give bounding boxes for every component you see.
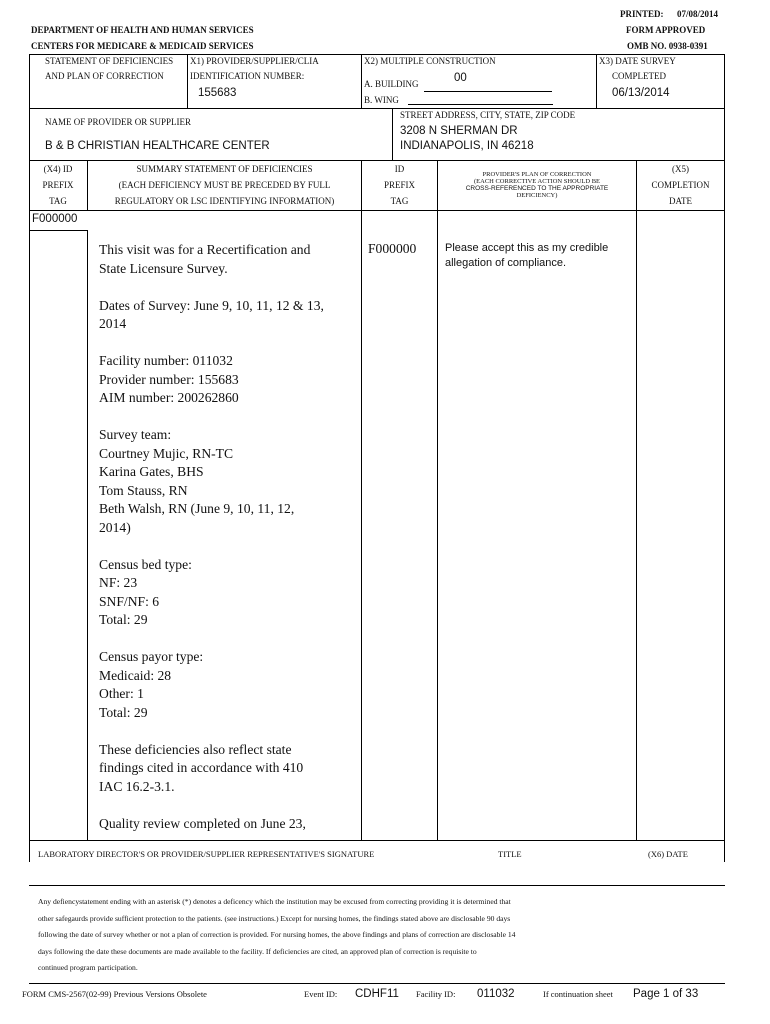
x5-label: (X5) (672, 164, 689, 174)
statement-label-2: AND PLAN OF CORRECTION (45, 71, 164, 81)
summary-header-3: REGULATORY OR LSC IDENTIFYING INFORMATION) (114, 196, 335, 206)
wing-label: B. WING (364, 95, 399, 105)
x5-completion-label: COMPLETION (651, 180, 710, 190)
disclaimer-line: days following the date these documents are made available to the facility. If deficiencies are cited, an approved plan of correction is requisite to (38, 946, 477, 956)
id-label: ID (394, 164, 405, 174)
provider-name: B & B CHRISTIAN HEALTHCARE CENTER (45, 140, 270, 152)
statement-label-1: STATEMENT OF DEFICIENCIES (45, 56, 174, 66)
disclaimer (38, 894, 718, 977)
title-label: TITLE (498, 849, 522, 859)
street-address: 3208 N SHERMAN DR (400, 125, 518, 137)
x2-label: X2) MULTIPLE CONSTRUCTION (364, 56, 496, 66)
summary-header-1: SUMMARY STATEMENT OF DEFICIENCIES (136, 164, 313, 174)
printed-label: PRINTED: (620, 9, 664, 19)
provider-name-label: NAME OF PROVIDER OR SUPPLIER (45, 117, 192, 127)
disclaimer-line: following the date of survey whether or not a plan of correction is provided. For nursing homes, the above findings and plans of correction are disclosable 14 (38, 930, 516, 939)
x6-date-label: (X6) DATE (648, 849, 688, 859)
summary-header-2: (EACH DEFICIENCY MUST BE PRECEDED BY FULL (118, 180, 331, 190)
x3-label: X3) DATE SURVEY (599, 56, 676, 66)
plan-of-correction: Please accept this as my credible allegation of compliance. (445, 242, 609, 269)
building-value: 00 (454, 72, 467, 84)
paragraph-dates: Dates of Survey: June 9, 10, 11, 12 & 13, 2014 (99, 297, 324, 331)
tag-right: F000000 (368, 241, 417, 256)
paragraph-bed-type: Census bed type: NF: 23 SNF/NF: 6 Total: 29 (99, 556, 192, 627)
x4-id-label: (X4) ID (43, 164, 73, 174)
summary-body (99, 241, 329, 852)
paragraph-team: Survey team: Courtney Mujic, RN-TC Karina Gates, BHS Tom Stauss, RN Beth Walsh, RN (June 9, 10, 11, 12, 2014) (99, 427, 295, 535)
building-label: A. BUILDING (364, 79, 419, 89)
id-prefix-label: PREFIX (383, 180, 415, 190)
plan-header-1: PROVIDER'S PLAN OF CORRECTION (482, 171, 592, 178)
paragraph-quality-review: Quality review completed on June 23, (99, 815, 306, 831)
form-approved: FORM APPROVED (626, 25, 706, 35)
event-id-label: Event ID: (304, 989, 338, 999)
survey-date: 06/13/2014 (612, 87, 670, 99)
disclaimer-line: other safegaurds provide sufficient protection to the patients. (see instructions.) Except for nursing homes, the findings stated above are disclosable 90 days (38, 913, 511, 923)
x1-label: X1) PROVIDER/SUPPLIER/CLIA (190, 56, 319, 66)
paragraph-state-findings: These deficiencies also reflect state findings cited in accordance with 410 IAC 16.2-3.1. (99, 741, 304, 794)
printed-date: 07/08/2014 (677, 9, 719, 19)
facility-id: 011032 (477, 988, 515, 1000)
x1-id-label: IDENTIFICATION NUMBER: (190, 71, 305, 81)
id-tag-label: TAG (390, 196, 409, 206)
signature-label: LABORATORY DIRECTOR'S OR PROVIDER/SUPPLIER REPRESENTATIVE'S SIGNATURE (38, 849, 375, 859)
event-id: CDHF11 (355, 988, 399, 1000)
disclaimer-line: Any defiencystatement ending with an asterisk (*) denotes a deficency which the institution may be excused from correcting providing it is determined that (38, 897, 511, 906)
continuation-label: If continuation sheet (543, 989, 613, 999)
x4-tag-label: TAG (49, 196, 67, 206)
disclaimer-line: continued program participation. (38, 963, 138, 972)
provider-id: 155683 (198, 87, 237, 99)
x5-date-label: DATE (669, 196, 692, 206)
plan-header-2: (EACH CORRECTIVE ACTION SHOULD BE (473, 178, 601, 185)
paragraph-numbers: Facility number: 011032 Provider number: 155683 AIM number: 200262860 (99, 353, 239, 405)
facility-id-label: Facility ID: (416, 989, 456, 999)
x4-prefix-label: PREFIX (42, 180, 74, 190)
paragraph-payor-type: Census payor type: Medicaid: 28 Other: 1 Total: 29 (99, 649, 204, 720)
street-label: STREET ADDRESS, CITY, STATE, ZIP CODE (400, 110, 576, 120)
plan-header-4: DEFICIENCY) (516, 192, 558, 199)
paragraph-purpose: This visit was for a Recertification and State Licensure Survey. (99, 242, 311, 276)
plan-header-3: CROSS-REFERENCED TO THE APPROPRIATE (465, 185, 609, 192)
page-number: Page 1 of 33 (633, 988, 699, 1000)
department-title: DEPARTMENT OF HEALTH AND HUMAN SERVICES (31, 25, 254, 35)
city-state-zip: INDIANAPOLIS, IN 46218 (400, 140, 534, 152)
tag-left: F000000 (32, 213, 78, 225)
centers-title: CENTERS FOR MEDICARE & MEDICAID SERVICES (31, 41, 254, 51)
omb-number: OMB NO. 0938-0391 (627, 41, 708, 51)
x3-completed-label: COMPLETED (612, 71, 666, 81)
footer-form: FORM CMS-2567(02-99) Previous Versions Obsolete (22, 989, 207, 999)
